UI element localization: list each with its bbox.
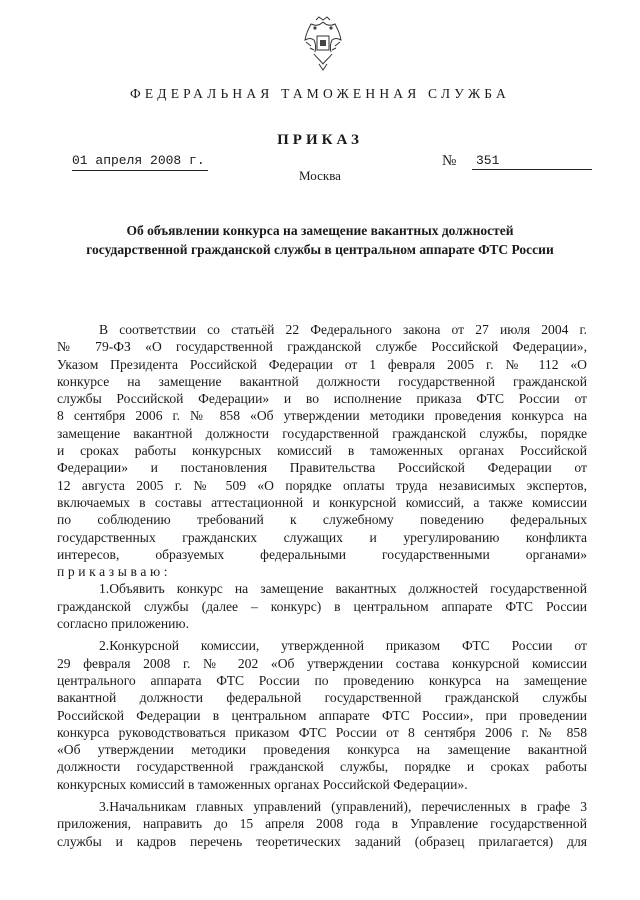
text-line: 12 августа 2005 г. № 509 «О порядке оплаты труда независимых экспертов,: [57, 477, 587, 493]
text-line: вакантной должности федеральной государственной гражданской службы: [57, 690, 587, 706]
text-line: В соответствии со статьёй 22 Федерального закона от 27 июля 2004 г.: [99, 322, 587, 337]
city: Москва: [299, 168, 341, 183]
text-line: и сроках работы конкурсных комиссий в таможенных органах Российской: [57, 443, 587, 459]
coat-of-arms-icon: [302, 14, 344, 72]
text-line: государственных гражданских служащих и урегулированию конфликта: [57, 529, 587, 545]
document-type: ПРИКАЗ: [277, 132, 363, 148]
text-line: конкурсе на замещение вакантной должности государственной гражданской: [57, 373, 587, 389]
text-line: замещение вакантной должности государственной гражданской службы, порядке: [57, 425, 587, 441]
text-line: интересов, образуемых федеральными государственными органами»: [57, 546, 587, 562]
text-line: 29 февраля 2008 г. № 202 «Об утверждении состава конкурсной комиссии: [57, 655, 587, 671]
paragraph-item-1: [57, 580, 587, 632]
text-line: конкурсных комиссий в таможенных органах Российской Федерации».: [57, 776, 468, 792]
paragraph-preamble: [57, 321, 587, 580]
text-line: Российской Федерации в центральном аппарате ФТС России», при проведении: [57, 707, 587, 723]
document-body: [57, 321, 587, 850]
text-line: конкурса руководствоваться приказом ФТС России от 8 сентября 2006 г. № 858: [57, 724, 587, 740]
text-line: Федерации» и постановления Правительства Российской Федерации от: [57, 460, 587, 476]
agency-name: ФЕДЕРАЛЬНАЯ ТАМОЖЕННАЯ СЛУЖБА: [130, 86, 510, 101]
text-line: «Об утверждении методики проведения конкурса на замещение вакантной: [57, 742, 587, 758]
text-line: службы и кадров перечень теоретических заданий (образец прилагается) для: [57, 833, 587, 849]
order-number: 351: [472, 152, 592, 170]
order-number-label: №: [442, 153, 457, 169]
text-line: по соблюдению требований к служебному поведению федеральных: [57, 512, 587, 528]
text-line: Указом Президента Российской Федерации от 1 февраля 2005 г. № 112 «О: [57, 356, 587, 372]
text-line: гражданской службы (далее – конкурс) в центральном аппарате ФТС России: [57, 598, 587, 614]
text-line: 1.Объявить конкурс на замещение вакантных должностей государственной: [99, 581, 587, 597]
text-line: согласно приложению.: [57, 616, 189, 632]
text-line: включаемых в составы аттестационной и конкурсной комиссий, а также комиссии: [57, 494, 587, 510]
text-line: 8 сентября 2006 г. № 858 «Об утверждении методики проведения конкурса на: [57, 408, 587, 424]
text-line: № 79-ФЗ «О государственной гражданской службе Российской Федерации»,: [57, 339, 587, 355]
text-line: 3.Начальникам главных управлений (управлений), перечисленных в графе 3: [99, 799, 587, 815]
title-line-2: государственной гражданской службы в центральном аппарате ФТС России: [86, 242, 554, 257]
paragraph-item-3: [57, 798, 587, 850]
text-line: центрального аппарата ФТС России по проведению конкурса на замещение: [57, 672, 587, 688]
text-line: службы Российской Федерации» и во исполнение приказа ФТС России от: [57, 391, 587, 407]
text-line: 2.Конкурсной комиссии, утвержденной приказом ФТС России от: [99, 638, 587, 654]
order-date: 01 апреля 2008 г.: [72, 152, 208, 171]
text-line: приказываю:: [57, 564, 172, 580]
text-line: должности государственной гражданской службы, порядке и сроках работы: [57, 759, 587, 775]
document-title: [40, 221, 600, 259]
title-line-1: Об объявлении конкурса на замещение вакантных должностей: [126, 223, 514, 238]
text-line: приложения, направить до 15 апреля 2008 года в Управление государственной: [57, 816, 587, 832]
paragraph-item-2: [57, 637, 587, 793]
